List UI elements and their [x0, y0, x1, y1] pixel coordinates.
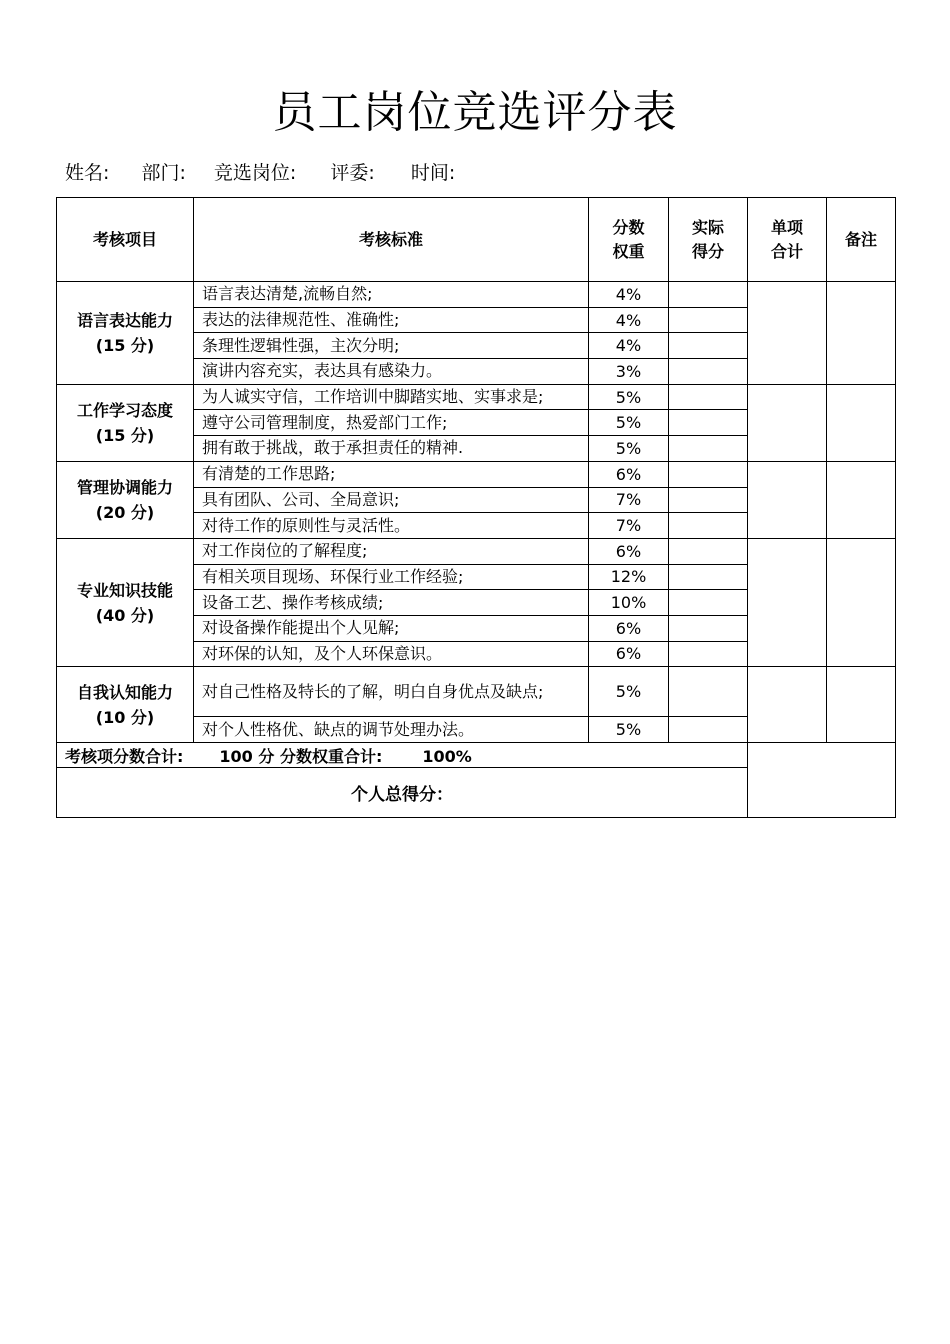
category-points: (10 分) — [95, 707, 155, 727]
score-total-label: 考核项分数合计: — [65, 746, 184, 766]
table-row — [57, 667, 896, 717]
actual-score-cell[interactable] — [669, 538, 748, 564]
weight-cell: 5% — [589, 436, 669, 462]
criterion-cell: 表达的法律规范性、准确性; — [194, 307, 589, 333]
header-item: 考核项目 — [57, 198, 194, 282]
judge-label: 评委: — [330, 162, 375, 184]
weight-cell: 6% — [589, 641, 669, 667]
note-cell[interactable] — [827, 282, 896, 385]
category-cell — [57, 667, 194, 743]
header-subtotal-text: 单项合计 — [770, 217, 803, 261]
criterion-cell: 设备工艺、操作考核成绩; — [194, 590, 589, 616]
category-name: 语言表达能力 — [76, 310, 173, 330]
actual-score-cell[interactable] — [669, 410, 748, 436]
actual-score-cell[interactable] — [669, 282, 748, 308]
info-row — [65, 158, 455, 185]
note-cell[interactable] — [827, 384, 896, 461]
summary-row — [57, 743, 896, 768]
header-actual — [669, 198, 748, 282]
subtotal-cell[interactable] — [748, 667, 827, 743]
category-cell — [57, 538, 194, 666]
actual-score-cell[interactable] — [669, 717, 748, 743]
actual-score-cell[interactable] — [669, 615, 748, 641]
category-cell — [57, 461, 194, 538]
subtotal-cell[interactable] — [748, 282, 827, 385]
table-row — [57, 384, 896, 410]
actual-score-cell[interactable] — [669, 564, 748, 590]
criterion-cell: 对自己性格及特长的了解，明白自身优点及缺点; — [194, 667, 589, 717]
note-cell[interactable] — [827, 667, 896, 743]
actual-score-cell[interactable] — [669, 333, 748, 359]
page-title: 员工岗位竞选评分表 — [272, 87, 678, 138]
category-points: (40 分) — [95, 605, 155, 625]
criterion-cell: 对工作岗位的了解程度; — [194, 538, 589, 564]
criterion-cell: 对环保的认知，及个人环保意识。 — [194, 641, 589, 667]
weight-cell: 6% — [589, 615, 669, 641]
criterion-cell: 对个人性格优、缺点的调节处理办法。 — [194, 717, 589, 743]
dept-label: 部门: — [141, 162, 186, 184]
weight-cell: 4% — [589, 307, 669, 333]
category-name: 专业知识技能 — [76, 580, 173, 600]
table-row — [57, 282, 896, 308]
criterion-cell: 有清楚的工作思路; — [194, 461, 589, 487]
total-score-cell[interactable] — [748, 743, 896, 818]
time-label: 时间: — [410, 162, 456, 184]
category-name: 工作学习态度 — [76, 400, 173, 420]
weight-cell: 7% — [589, 487, 669, 513]
weight-total-label: 分数权重合计: — [279, 746, 383, 766]
actual-score-cell[interactable] — [669, 513, 748, 539]
category-points: (20 分) — [95, 502, 155, 522]
score-total-value: 100 分 — [219, 746, 275, 766]
actual-score-cell[interactable] — [669, 590, 748, 616]
header-weight — [589, 198, 669, 282]
actual-score-cell[interactable] — [669, 307, 748, 333]
criterion-cell: 演讲内容充实，表达具有感染力。 — [194, 359, 589, 385]
weight-cell: 12% — [589, 564, 669, 590]
subtotal-cell[interactable] — [748, 538, 827, 666]
weight-cell: 5% — [589, 667, 669, 717]
category-name: 管理协调能力 — [76, 477, 173, 497]
criterion-cell: 为人诚实守信，工作培训中脚踏实地、实事求是; — [194, 384, 589, 410]
header-standard: 考核标准 — [194, 198, 589, 282]
weight-cell: 5% — [589, 384, 669, 410]
weight-cell: 4% — [589, 282, 669, 308]
header-subtotal — [748, 198, 827, 282]
actual-score-cell[interactable] — [669, 384, 748, 410]
actual-score-cell[interactable] — [669, 461, 748, 487]
weight-cell: 3% — [589, 359, 669, 385]
weight-cell: 7% — [589, 513, 669, 539]
table-row — [57, 461, 896, 487]
header-weight-text: 分数权重 — [612, 217, 645, 261]
actual-score-cell[interactable] — [669, 359, 748, 385]
category-points: (15 分) — [95, 335, 155, 355]
subtotal-cell[interactable] — [748, 461, 827, 538]
category-cell — [57, 282, 194, 385]
summary-cell — [57, 743, 748, 768]
weight-cell: 5% — [589, 717, 669, 743]
weight-cell: 4% — [589, 333, 669, 359]
actual-score-cell[interactable] — [669, 641, 748, 667]
position-label: 竞选岗位: — [213, 162, 297, 184]
table-row — [57, 538, 896, 564]
weight-cell: 10% — [589, 590, 669, 616]
subtotal-cell[interactable] — [748, 384, 827, 461]
criterion-cell: 对设备操作能提出个人见解; — [194, 615, 589, 641]
criterion-cell: 有相关项目现场、环保行业工作经验; — [194, 564, 589, 590]
category-name: 自我认知能力 — [76, 682, 173, 702]
weight-total-value: 100% — [422, 746, 472, 766]
header-note: 备注 — [827, 198, 896, 282]
note-cell[interactable] — [827, 461, 896, 538]
criterion-cell: 拥有敢于挑战，敢于承担责任的精神. — [194, 436, 589, 462]
actual-score-cell[interactable] — [669, 436, 748, 462]
category-cell — [57, 384, 194, 461]
actual-score-cell[interactable] — [669, 667, 748, 717]
actual-score-cell[interactable] — [669, 487, 748, 513]
name-label: 姓名: — [65, 162, 110, 184]
score-table — [56, 197, 896, 818]
criterion-cell: 条理性逻辑性强，主次分明; — [194, 333, 589, 359]
header-actual-text: 实际得分 — [691, 217, 724, 261]
category-points: (15 分) — [95, 425, 155, 445]
criterion-cell: 遵守公司管理制度，热爱部门工作; — [194, 410, 589, 436]
header-row — [57, 198, 896, 282]
criterion-cell: 对待工作的原则性与灵活性。 — [194, 513, 589, 539]
note-cell[interactable] — [827, 538, 896, 666]
criterion-cell: 语言表达清楚,流畅自然; — [194, 282, 589, 308]
weight-cell: 6% — [589, 538, 669, 564]
personal-total-label: 个人总得分： — [57, 768, 748, 818]
criterion-cell: 具有团队、公司、全局意识; — [194, 487, 589, 513]
weight-cell: 6% — [589, 461, 669, 487]
weight-cell: 5% — [589, 410, 669, 436]
